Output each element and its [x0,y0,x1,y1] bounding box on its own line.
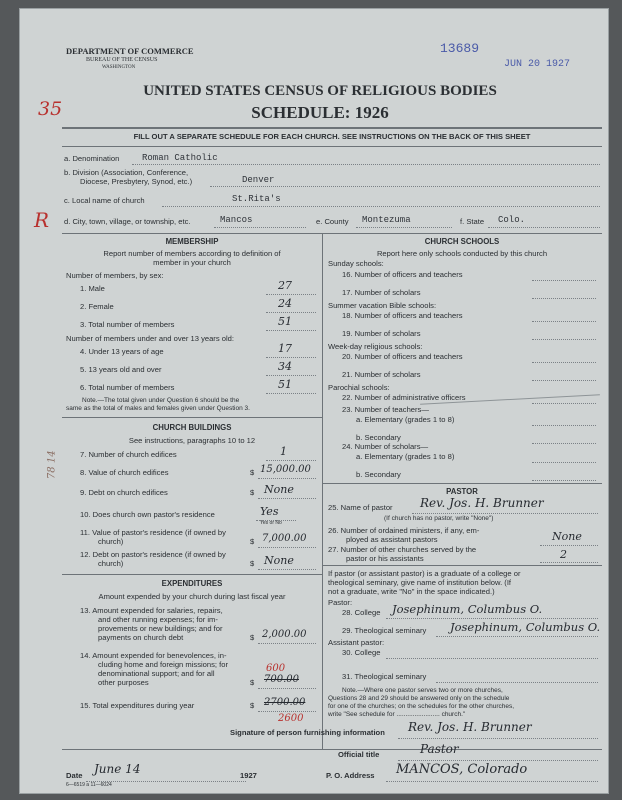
department-name: DEPARTMENT OF COMMERCE [66,46,194,56]
q1-line [266,294,316,295]
q21-label: 21. Number of scholars [342,370,421,379]
city-label: d. City, town, village, or township, etc. [64,217,191,226]
weekday-schools-label: Week-day religious schools: [328,342,423,351]
q13-value: 2,000.00 [262,629,307,640]
bureau-city: WASHINGTON [102,65,136,70]
denomination-line [132,164,600,165]
division-line [210,186,600,187]
q2-label: 2. Female [80,302,114,311]
form-subtitle: SCHEDULE: 1926 [251,103,389,122]
q14-dollar: $ [250,678,255,687]
q30-label: 30. College [342,648,381,657]
date-year: 1927 [240,771,257,780]
q27-value: 2 [560,548,567,561]
q25-value: Rev. Jos. H. Brunner [420,496,544,510]
q14-label-2: cluding home and foreign missions; for [98,660,229,669]
q8-value: 15,000.00 [260,464,311,475]
q4-value: 17 [278,342,292,355]
q26-label-1: 26. Number of ordained ministers, if any, em- [328,526,480,535]
sunday-schools-label: Sunday schools: [328,259,384,268]
q11-label-1: 11. Value of pastor's residence (if owned by [80,528,226,537]
q7-value: 1 [280,445,287,458]
county-line [356,227,452,228]
side-margin-mark: 78 14 [46,450,58,480]
membership-bottom-line [62,417,322,418]
q15-dollar: $ [250,701,255,710]
signature-top-line [62,749,602,750]
schools-bottom-line [322,483,602,484]
q14-red-correction: 600 [266,663,286,674]
signature-label: Signature of person furnishing information [230,728,385,737]
assistant-pastor-label: Assistant pastor: [328,638,385,647]
red-mark-35: 35 [38,98,63,120]
pastor-split-line [322,565,602,566]
q15-red-correction: 2600 [278,713,304,724]
q23b-label: b. Secondary [356,433,401,442]
q29-label: 29. Theological seminary [342,626,427,635]
q13-label-2: and other running expenses; for im- [98,615,218,624]
q2-value: 24 [278,297,292,310]
members-by-sex-label: Number of members, by sex: [66,271,164,280]
q9-value: None [264,483,294,496]
pastor-note-2: Questions 28 and 29 should be answered only on the schedule [328,695,510,702]
q27-line [540,562,598,563]
q11-value: 7,000.00 [262,533,307,544]
q23-label: 23. Number of teachers— [342,405,429,414]
q9-line [258,498,316,499]
q4-label: 4. Under 13 years of age [80,347,164,356]
q28-value: Josephinum, Columbus O. [392,602,543,616]
q23b-line [532,443,596,444]
q20-line [532,362,596,363]
buildings-heading: CHURCH BUILDINGS [152,423,232,432]
q3-label: 3. Total number of members [80,320,175,329]
pastor-heading: PASTOR [446,487,478,496]
local-name-line [162,206,600,207]
pastor-note-1: Note.—Where one pastor serves two or more churches, [342,687,503,694]
membership-intro-2: member in your church [153,258,231,267]
q17-line [532,298,596,299]
q13-dollar: $ [250,633,255,642]
q24b-line [532,480,596,481]
denomination-value: Roman Catholic [142,153,218,163]
q24b-label: b. Secondary [356,470,401,479]
membership-note-1: Note.—The total given under Question 6 should be the [82,397,240,404]
buildings-bottom-line [62,574,322,575]
q12-label-1: 12. Debt on pastor's residence (if owned by [80,550,226,559]
q15-label: 15. Total expenditures during year [80,701,195,710]
local-name-label: c. Local name of church [64,196,145,205]
q7-label: 7. Number of church edifices [80,450,177,459]
q14-label-1: 14. Amount expended for benevolences, in- [80,651,227,660]
q23a-line [532,425,596,426]
division-value: Denver [242,175,275,185]
q21-line [532,380,596,381]
state-value: Colo. [498,215,526,225]
state-line [488,227,600,228]
q14-label-4: other purposes [98,678,149,687]
q15-value: 2700.00 [264,697,306,708]
q31-label: 31. Theological seminary [342,672,427,681]
graduate-note-2: theological seminary, give name of institution below. (If [328,578,512,587]
local-name-value: St.Rita's [232,194,281,204]
summer-schools-label: Summer vacation Bible schools: [328,301,437,310]
date-label: Date [66,771,83,780]
q23a-label: a. Elementary (grades 1 to 8) [356,415,455,424]
membership-note-2: same as the total of males and females given under Question 3. [66,405,250,412]
q5-value: 34 [278,360,292,373]
bureau-name: BUREAU OF THE CENSUS [86,57,158,63]
q13-label-3: provements or new buildings; and for [98,624,223,633]
q29-line [436,636,598,637]
schools-heading: CHURCH SCHOOLS [424,237,500,246]
q9-label: 9. Debt on church edifices [80,488,168,497]
q8-line [258,478,316,479]
denomination-label: a. Denomination [64,154,120,163]
q11-label-2: church) [98,537,124,546]
q16-label: 16. Number of officers and teachers [342,270,463,279]
q1-label: 1. Male [80,284,105,293]
division-label-2: Diocese, Presbytery, Synod, etc.) [80,177,193,186]
q1-value: 27 [278,279,292,292]
q19-line [532,339,596,340]
q25-note: (If church has no pastor, write "None") [384,515,494,522]
graduate-note-3: not a graduate, write "No" in the space indicated.) [328,587,495,596]
q24a-line [532,462,596,463]
q29-value: Josephinum, Columbus O. [450,620,601,634]
membership-intro-1: Report number of members according to definition of [103,249,281,258]
q6-line [266,393,316,394]
q24a-label: a. Elementary (grades 1 to 8) [356,452,455,461]
q26-line [540,545,598,546]
pastor-sub-label: Pastor: [328,598,353,607]
section-top-line [62,233,602,234]
q11-line [258,547,316,548]
official-title-line [398,760,598,761]
signature-line [398,738,598,739]
q12-label-2: church) [98,559,124,568]
q27-label-2: pastor or his assistants [346,554,424,563]
q5-line [266,375,316,376]
q19-label: 19. Number of scholars [342,329,421,338]
division-label-1: b. Division (Association, Conference, [64,168,189,177]
pastor-note-4: write "See schedule for ........................ church." [328,711,466,718]
q27-label-1: 27. Number of other churches served by the [328,545,477,554]
q13-label-1: 13. Amount expended for salaries, repairs, [80,606,223,615]
address-value: MANCOS, Colorado [396,762,528,777]
q17-label: 17. Number of scholars [342,288,421,297]
county-label: e. County [316,217,349,226]
q18-line [532,321,596,322]
q12-line [258,569,316,570]
form-number: 6—6519 a 11—6024 [66,782,112,788]
census-schedule-document [19,8,609,794]
yes-no-hint: Yes or No [260,520,282,526]
expenditures-intro: Amount expended by your church during last fiscal year [98,592,286,601]
county-value: Montezuma [362,215,411,225]
instruction-line: FILL OUT A SEPARATE SCHEDULE FOR EACH CHURCH. SEE INSTRUCTIONS ON THE BACK OF THIS SHEET [133,132,531,141]
q8-dollar: $ [250,468,255,477]
q15-line [258,711,316,712]
expenditures-heading: EXPENDITURES [161,579,223,588]
q26-label-2: ployed as assistant pastors [346,535,438,544]
date-value: June 14 [94,762,141,776]
city-line [214,227,306,228]
pastor-note-3: for one of the churches; on the schedules for the other churches, [328,703,515,710]
q18-label: 18. Number of officers and teachers [342,311,463,320]
header-divider [62,127,602,129]
q31-line [436,682,598,683]
instruction-divider [62,146,602,147]
official-title-label: Official title [338,750,380,759]
q13-line [258,643,316,644]
q13-label-4: payments on church debt [98,633,184,642]
q16-line [532,280,596,281]
q12-dollar: $ [250,559,255,568]
q14-value: 700.00 [264,674,299,685]
q3-line [266,330,316,331]
buildings-intro: See instructions, paragraphs 10 to 12 [128,436,256,445]
q22-line [532,403,596,404]
q30-line [386,658,598,659]
q6-value: 51 [278,378,292,391]
q10-value: Yes [260,505,279,518]
q11-dollar: $ [250,537,255,546]
red-mark-r: R [34,208,50,232]
q14-label-3: denominational support; and for all [98,669,215,678]
city-value: Mancos [220,215,253,225]
signature-value: Rev. Jos. H. Brunner [408,720,532,734]
q12-value: None [264,554,294,567]
q3-value: 51 [278,315,292,328]
q9-dollar: $ [250,488,255,497]
state-label: f. State [460,217,485,226]
address-label: P. O. Address [326,771,375,780]
q26-value: None [552,530,582,543]
schedule-number: 13689 [440,41,480,56]
parochial-schools-label: Parochial schools: [328,383,390,392]
graduate-note-1: If pastor (or assistant pastor) is a graduate of a college or [328,569,521,578]
q20-label: 20. Number of officers and teachers [342,352,463,361]
form-title: UNITED STATES CENSUS OF RELIGIOUS BODIES [143,83,497,99]
q4-line [266,357,316,358]
q2-line [266,312,316,313]
q25-label: 25. Name of pastor [328,503,393,512]
q14-line [258,688,316,689]
members-by-age-label: Number of members under and over 13 years old: [66,334,234,343]
q6-label: 6. Total number of members [80,383,175,392]
q10-label: 10. Does church own pastor's residence [80,510,215,519]
q25-line [412,513,598,514]
schools-intro: Report here only schools conducted by this church [376,249,548,258]
official-title-value: Pastor [420,742,459,756]
q8-label: 8. Value of church edifices [80,468,169,477]
q28-line [386,618,598,619]
address-line [386,781,598,782]
q5-label: 5. 13 years old and over [80,365,162,374]
membership-heading: MEMBERSHIP [165,237,219,246]
q22-label: 22. Number of administrative officers [342,393,466,402]
q24-label: 24. Number of scholars— [342,442,429,451]
q7-line [266,460,316,461]
received-date-stamp: JUN 20 1927 [504,59,571,70]
q28-label: 28. College [342,608,381,617]
